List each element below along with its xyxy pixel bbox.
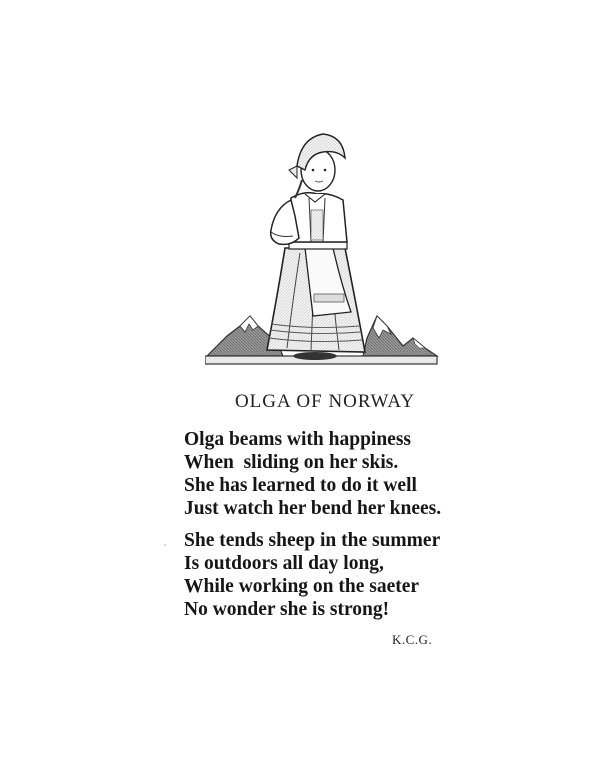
author-signature: K.C.G. (392, 632, 433, 647)
stanza-2 (184, 529, 440, 621)
poem-line: While working on the saeter (184, 576, 420, 597)
girl-illustration (205, 98, 441, 374)
poem-line: No wonder she is strong! (184, 599, 390, 620)
mountains-right (363, 316, 437, 356)
poem-line: Olga beams with happiness (184, 429, 412, 450)
poem-line: When sliding on her skis. (184, 452, 399, 473)
stanza-1 (184, 428, 441, 520)
print-speck (164, 544, 166, 546)
poem-line: She tends sheep in the summer (184, 530, 441, 551)
poem-line: She has learned to do it well (184, 475, 417, 496)
poem-title: OLGA OF NORWAY (234, 391, 416, 412)
poem-line: Is outdoors all day long, (184, 553, 384, 574)
poem-line: Just watch her bend her knees. (184, 498, 442, 519)
